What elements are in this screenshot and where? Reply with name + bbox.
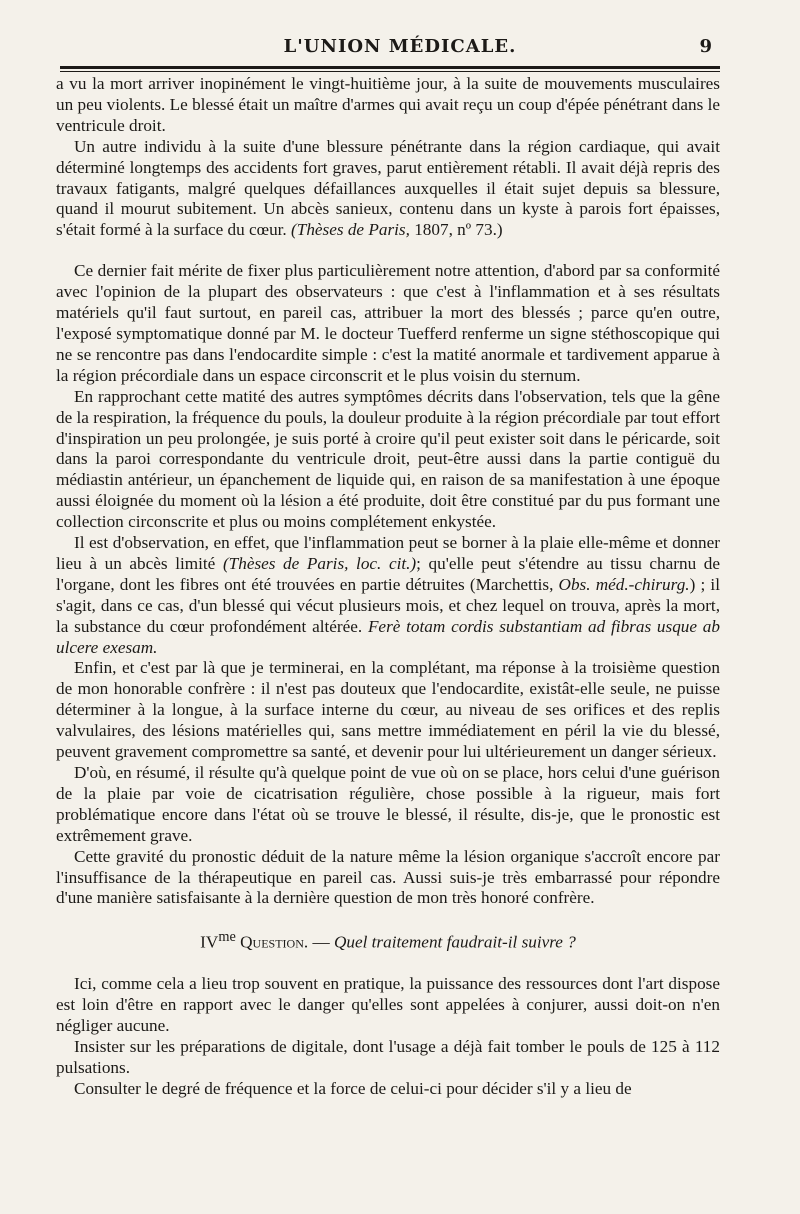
running-title: L'UNION MÉDICALE.: [283, 36, 517, 57]
body-text: [56, 74, 720, 1099]
paragraph-3: Ce dernier fait mérite de fixer plus particulièrement notre attention, d'abord par sa conformité avec l'opinion de la plupart des observateurs : que c'est à l'inflammation et à ses résultats matériels qu'il faut surtout, en pareil cas, attribuer la mort des blessés ; parce qu'en outre, l'exposé symptomatique donné par M. le docteur Tuefferd renferme un signe stéthoscopique qui ne se rencontre pas dans l'endocardite simple : c'est la matité anormale et tardivement apparue à la région précordiale dans un espace circonscrit et le plus voisin du sternum.: [56, 261, 720, 385]
citation-loc-cit: (Thèses de Paris, loc. cit.): [222, 553, 417, 573]
page-number: 9: [699, 36, 712, 57]
paragraph-10: Insister sur les préparations de digitale, dont l'usage a déjà fait tomber le pouls de 125 à 112 pulsations.: [56, 1036, 720, 1077]
paragraph-5-end: ) ; il s'agit, dans ce cas, d'un blessé qui vécut plusieurs mois, et chez lequel on trouva, après la mort, la substance du cœur profondément altérée.: [56, 574, 720, 636]
paragraph-7: D'où, en résumé, il résulte qu'à quelque point de vue où on se place, hors celui d'une guérison de la plaie par voie de cicatrisation régulière, chose possible à la rigueur, mais fort problématique encore dans l'état où se trouve le blessé, il résulte, dis-je, que le pronostic est extrêmement grave.: [56, 763, 720, 845]
citation-year: 1807, nº 73.): [414, 220, 503, 240]
header-rule: [60, 66, 720, 72]
paragraph-2-text: Un autre individu à la suite d'une blessure pénétrante dans la région cardiaque, qui avait déterminé longtemps des accidents fort graves, parut entièrement rétabli. Il avait déjà repris des travaux fatigants, malgré quelques défaillances auxquelles il était sujet depuis sa blessure, quand il mourut subitement. Un abcès sanieux, contenu dans un kyste à parois fort épaisses, s'était formé à la surface du cœur.: [56, 136, 720, 240]
page-header: [0, 32, 800, 60]
heading-dash: —: [308, 933, 334, 953]
paragraph-5: [56, 533, 720, 658]
section-heading: [56, 927, 720, 954]
heading-question: Quel traitement faudrait-il suivre ?: [333, 933, 576, 953]
latin-quote: Ferè totam cordis substantiam ad fibras usque ab ulcere exesam.: [56, 616, 720, 657]
heading-superscript: me: [218, 929, 236, 946]
paragraph-9: Ici, comme cela a lieu trop souvent en pratique, la puissance des ressources dont l'art dispose est loin d'être en rapport avec le danger qu'elles sont appelées à conjurer, aussi doit-on n'en négliger aucune.: [56, 973, 720, 1035]
paragraph-5-mid: ; qu'elle peut s'étendre au tissu charnu de l'organe, dont les fibres ont été trouvées en partie détruites (Marchettis,: [56, 553, 721, 594]
paragraph-6: Enfin, et c'est par là que je terminerai, en la complétant, ma réponse à la troisième question de mon honorable confrère : il n'est pas douteux que l'endocardite, existât-elle seule, ne puisse déterminer à la longue, à la surface interne du cœur, au niveau de ses orifices et des replis valvulaires, des lésions matérielles qui, sans mettre immédiatement en péril la vie du blessé, peuvent gravement compromettre sa santé, et devenir pour lui ultérieurement un danger sérieux.: [56, 658, 720, 762]
paragraph-2: [56, 137, 720, 242]
paragraph-5-start: Il est d'observation, en effet, que l'inflammation peut se borner à la plaie elle-même et donner lieu à un abcès limité: [56, 533, 720, 573]
heading-number: IV: [200, 933, 219, 953]
paragraph-8: Cette gravité du pronostic déduit de la nature même la lésion organique s'accroît encore par l'insuffisance de la thérapeutique en pareil cas. Aussi suis-je très embarrassé pour répondre d'une manière satisfaisante à la dernière question de mon très honoré confrère.: [56, 846, 720, 908]
heading-label: Question.: [240, 933, 309, 953]
paragraph-11: Consulter le degré de fréquence et la force de celui-ci pour décider s'il y a lieu de: [74, 1078, 632, 1098]
citation-obs: Obs. méd.-chirurg.: [558, 574, 690, 594]
paragraph-4: En rapprochant cette matité des autres symptômes décrits dans l'observation, tels que la gêne de la respiration, la fréquence du pouls, la douleur produite à la région précordiale par tout effort d'inspiration un peu prolongée, je suis porté à croire qu'il peut exister soit dans le péricarde, soit dans la paroi correspondante du ventricule droit, peut-être aussi dans la partie contiguë du médiastin antérieur, un épanchement de liquide qui, en raison de sa manifestation à une époque aussi éloignée du moment où la lésion a été produite, doit être constitué par du pus formant une collection circonscrite et plus ou moins complétement enkystée.: [56, 386, 721, 532]
paragraph-1: a vu la mort arriver inopinément le vingt-huitième jour, à la suite de mouvements musculaires un peu violents. Le blessé était un maître d'armes qui avait reçu un coup d'épée pénétrant dans le ventricule droit.: [56, 74, 720, 135]
citation-theses: (Thèses de Paris,: [291, 220, 410, 240]
